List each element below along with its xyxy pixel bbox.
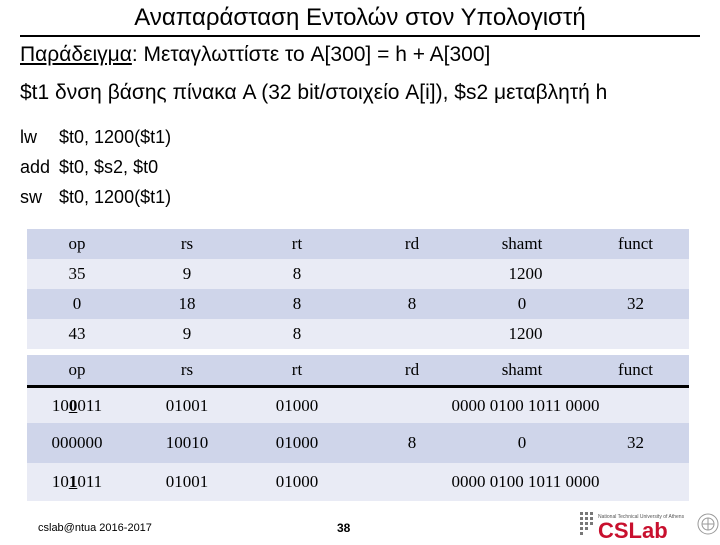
header-funct: funct — [618, 234, 653, 253]
header-shamt: shamt — [501, 360, 543, 379]
header-rs: rs — [180, 234, 194, 253]
cell-rt: 8 — [292, 324, 302, 343]
code-op: sw — [20, 187, 42, 207]
table-header-row — [27, 229, 689, 259]
header-rt: rt — [291, 234, 303, 253]
footer-course: cslab@ntua 2016-2017 — [38, 522, 152, 534]
cell-immediate: 0000 0100 1011 0000 — [451, 472, 600, 491]
table-row — [27, 319, 689, 349]
cell-rs: 9 — [182, 264, 192, 283]
op-bits: 011 — [77, 472, 103, 491]
header-rt: rt — [291, 360, 303, 379]
cell-op — [27, 463, 127, 501]
code-args: $t0, 1200($t1) — [59, 127, 172, 147]
cslab-logo-graphic — [578, 508, 720, 540]
code-line — [20, 122, 171, 152]
header-rd: rd — [404, 360, 420, 379]
slide-title: Αναπαράσταση Εντολών στον Υπολογιστή — [134, 4, 586, 31]
code-block — [20, 122, 171, 212]
logo-grid-icon — [580, 512, 593, 535]
logo-seal-icon — [698, 514, 718, 534]
cell-op: 000000 — [51, 433, 103, 452]
title-underline — [20, 35, 700, 37]
op-bits: 011 — [77, 396, 103, 415]
cell-op: 0 — [72, 294, 82, 313]
cell-immediate: 1200 — [508, 324, 543, 343]
cell-rt: 01000 — [275, 472, 319, 491]
logo-subtext: National Technical University of Athens — [598, 514, 685, 520]
table-row — [27, 289, 689, 319]
cell-funct: 32 — [627, 294, 644, 313]
example-line — [20, 42, 490, 68]
example-colon: : — [131, 43, 138, 66]
description-line: $t1 δνση βάσης πίνακα A (32 bit/στοιχείο A[i]), $s2 μεταβλητή h — [20, 81, 608, 104]
cell-shamt: 0 — [517, 433, 527, 452]
cell-rs: 9 — [182, 324, 192, 343]
code-args: $t0, $s2, $t0 — [59, 157, 159, 177]
cell-op — [27, 388, 127, 423]
cell-shamt: 0 — [517, 294, 527, 313]
code-line — [20, 182, 171, 212]
cell-rs: 18 — [178, 294, 196, 313]
table-row — [27, 423, 689, 463]
table-row — [27, 259, 689, 289]
cell-rs: 01001 — [165, 472, 209, 491]
header-shamt: shamt — [501, 234, 543, 253]
op-highlight-bit: 0 — [68, 396, 78, 415]
cell-funct: 32 — [627, 433, 644, 452]
header-funct: funct — [618, 360, 653, 379]
table-row — [27, 463, 689, 501]
example-label: Παράδειγμα — [20, 43, 132, 66]
cslab-logo — [578, 508, 720, 540]
table-header-row — [27, 355, 689, 385]
cell-rd: 8 — [407, 294, 417, 313]
table-row — [27, 388, 689, 423]
cell-rt: 01000 — [275, 433, 319, 452]
cell-op: 43 — [68, 324, 86, 343]
code-op: add — [20, 157, 51, 177]
op-bits: 10 — [51, 472, 69, 491]
header-op: op — [68, 360, 86, 379]
cell-rs: 01001 — [165, 396, 209, 415]
cell-rt: 01000 — [275, 396, 319, 415]
decimal-table — [27, 229, 689, 349]
example-task: Μεταγλωττίστε το A[300] = h + A[300] — [143, 43, 491, 66]
code-line — [20, 152, 171, 182]
cell-immediate: 0000 0100 1011 0000 — [451, 396, 600, 415]
page-number: 38 — [337, 521, 351, 535]
logo-text: CSLab — [598, 518, 668, 540]
cell-op: 35 — [68, 264, 86, 283]
header-rs: rs — [180, 360, 194, 379]
code-op: lw — [20, 127, 37, 147]
header-op: op — [68, 234, 86, 253]
code-args: $t0, 1200($t1) — [59, 187, 172, 207]
cell-rd: 8 — [407, 433, 417, 452]
cell-rt: 8 — [292, 264, 302, 283]
cell-rs: 10010 — [165, 433, 209, 452]
cell-immediate: 1200 — [508, 264, 543, 283]
binary-table — [27, 355, 689, 501]
header-rd: rd — [404, 234, 420, 253]
op-bits: 10 — [51, 396, 69, 415]
op-highlight-bit: 1 — [68, 472, 78, 491]
cell-rt: 8 — [292, 294, 302, 313]
